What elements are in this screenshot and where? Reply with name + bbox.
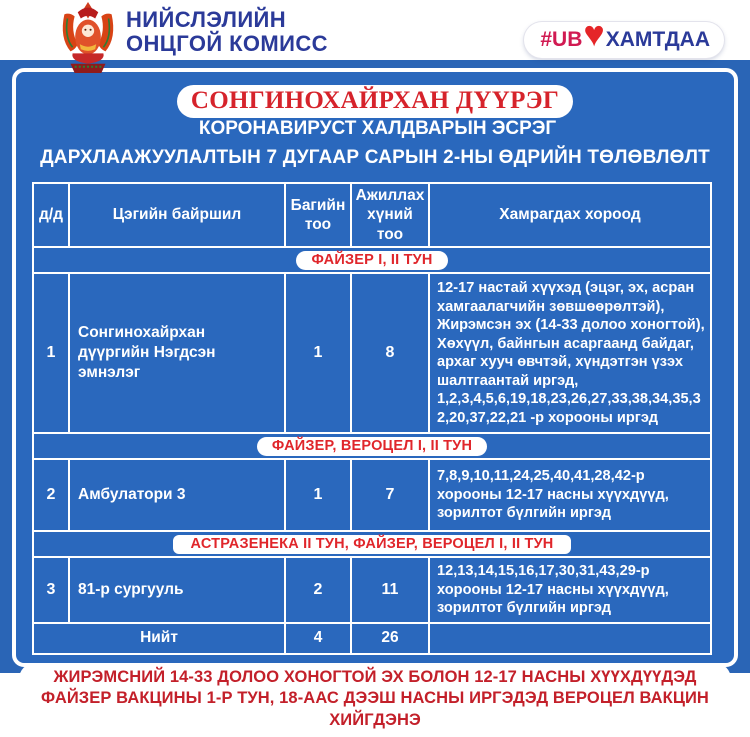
table-row — [34, 272, 710, 432]
section-header-astrazeneca — [34, 530, 710, 556]
organization-name-line1: НИЙСЛЭЛИЙН — [126, 7, 287, 32]
title-line1-rest: КОРОНАВИРУСТ ХАЛДВАРЫН ЭСРЭГ — [198, 118, 557, 139]
row1-khoroos: 12-17 настай хүүхэд (эцэг, эх, асран хамгаалагчийн зөвшөөрөлтэй), Жирэмсэн эх (14-33 долоо хоногтой), Хөхүүл, байнгын асаргаанд байдаг, архаг хууч өвчтэй, хүндэтгэн үзэх шалтгаантай иргэд, 1,2,3,4,5,6,19,18,23,26,27,33,38,34,35,32,20,37,22,21 -р хорооны иргэд — [428, 274, 710, 432]
row1-workers: 8 — [350, 274, 428, 432]
total-label: Нийт — [140, 629, 178, 647]
row3-index: 3 — [46, 580, 56, 598]
section-label: АСТРАЗЕНЕКА II ТУН, ФАЙЗЕР, ВЕРОЦЕЛ I, II ТУН — [173, 535, 572, 554]
row2-location: Амбулатори 3 — [68, 460, 284, 530]
section-label: ФАЙЗЕР, ВЕРОЦЕЛ I, II ТУН — [257, 437, 487, 456]
row2-index: 2 — [46, 486, 56, 504]
table-row — [34, 458, 710, 530]
section-header-pfizer — [34, 246, 710, 272]
poster-title — [16, 72, 734, 169]
title-line2: ДАРХЛААЖУУЛАЛТЫН 7 ДУГААР САРЫН 2-НЫ ӨДРИЙН ТӨЛӨВЛӨЛТ — [40, 147, 710, 168]
schedule-table — [32, 182, 712, 655]
organization-name-line2: ОНЦГОЙ КОМИСС — [126, 31, 328, 57]
blue-background — [0, 60, 750, 730]
total-empty-cell — [428, 624, 710, 653]
col-header-teams: Багийн тоо — [284, 184, 350, 246]
hashtag-prefix: #UB — [540, 28, 583, 51]
col-header-workers: Ажиллах хүний тоо — [350, 184, 428, 246]
row2-khoroos: 7,8,9,10,11,24,25,40,41,28,42-р хорооны 12-17 насны хүүхдүүд, зорилтот бүлгийн иргэд — [428, 460, 710, 530]
table-header-row — [34, 184, 710, 246]
section-label: ФАЙЗЕР I, II ТУН — [296, 251, 447, 270]
hashtag-suffix: ХАМТДАА — [605, 28, 710, 51]
organization-name — [126, 8, 328, 56]
content-panel — [12, 68, 738, 730]
row1-location: Сонгинохайрхан дүүргийн Нэгдсэн эмнэлэг — [68, 274, 284, 432]
row2-teams: 1 — [284, 460, 350, 530]
table-total-row — [34, 622, 710, 653]
row1-index: 1 — [46, 344, 56, 362]
table-row — [34, 556, 710, 622]
col-header-khoroos: Хамрагдах хороод — [428, 184, 710, 246]
title-line1 — [16, 85, 734, 140]
row2-workers: 7 — [350, 460, 428, 530]
ulaanbaatar-emblem-icon — [57, 1, 119, 75]
section-header-pfizer-verocell — [34, 432, 710, 458]
footer-note-banner: ЖИРЭМСНИЙ 14-33 ДОЛОО ХОНОГТОЙ ЭХ БОЛОН 12-17 НАСНЫ ХҮҮХДҮҮДЭД ФАЙЗЕР ВАКЦИНЫ 1-Р ТУН, 18-ААС ДЭЭШ НАСНЫ ИРГЭДЭД ВЕРОЦЕЛ ВАКЦИН ХИЙГДЭНЭ — [19, 663, 731, 737]
total-workers: 26 — [350, 624, 428, 653]
row1-teams: 1 — [284, 274, 350, 432]
district-name-pill: СОНГИНОХАЙРХАН ДҮҮРЭГ — [177, 85, 573, 118]
row3-teams: 2 — [284, 558, 350, 622]
row3-workers: 11 — [350, 558, 428, 622]
total-teams: 4 — [284, 624, 350, 653]
header-bar — [0, 0, 750, 60]
row3-location: 81-р сургууль — [68, 558, 284, 622]
row3-khoroos: 12,13,14,15,16,17,30,31,43,29-р хорооны 12-17 насны хүүхдүүд, зорилтот бүлгийн иргэд — [428, 558, 710, 622]
ub-hashtag-badge: #UB ♥ ХАМТДАА — [524, 22, 724, 58]
col-header-index: д/д — [39, 206, 63, 224]
col-header-location: Цэгийн байршил — [68, 184, 284, 246]
